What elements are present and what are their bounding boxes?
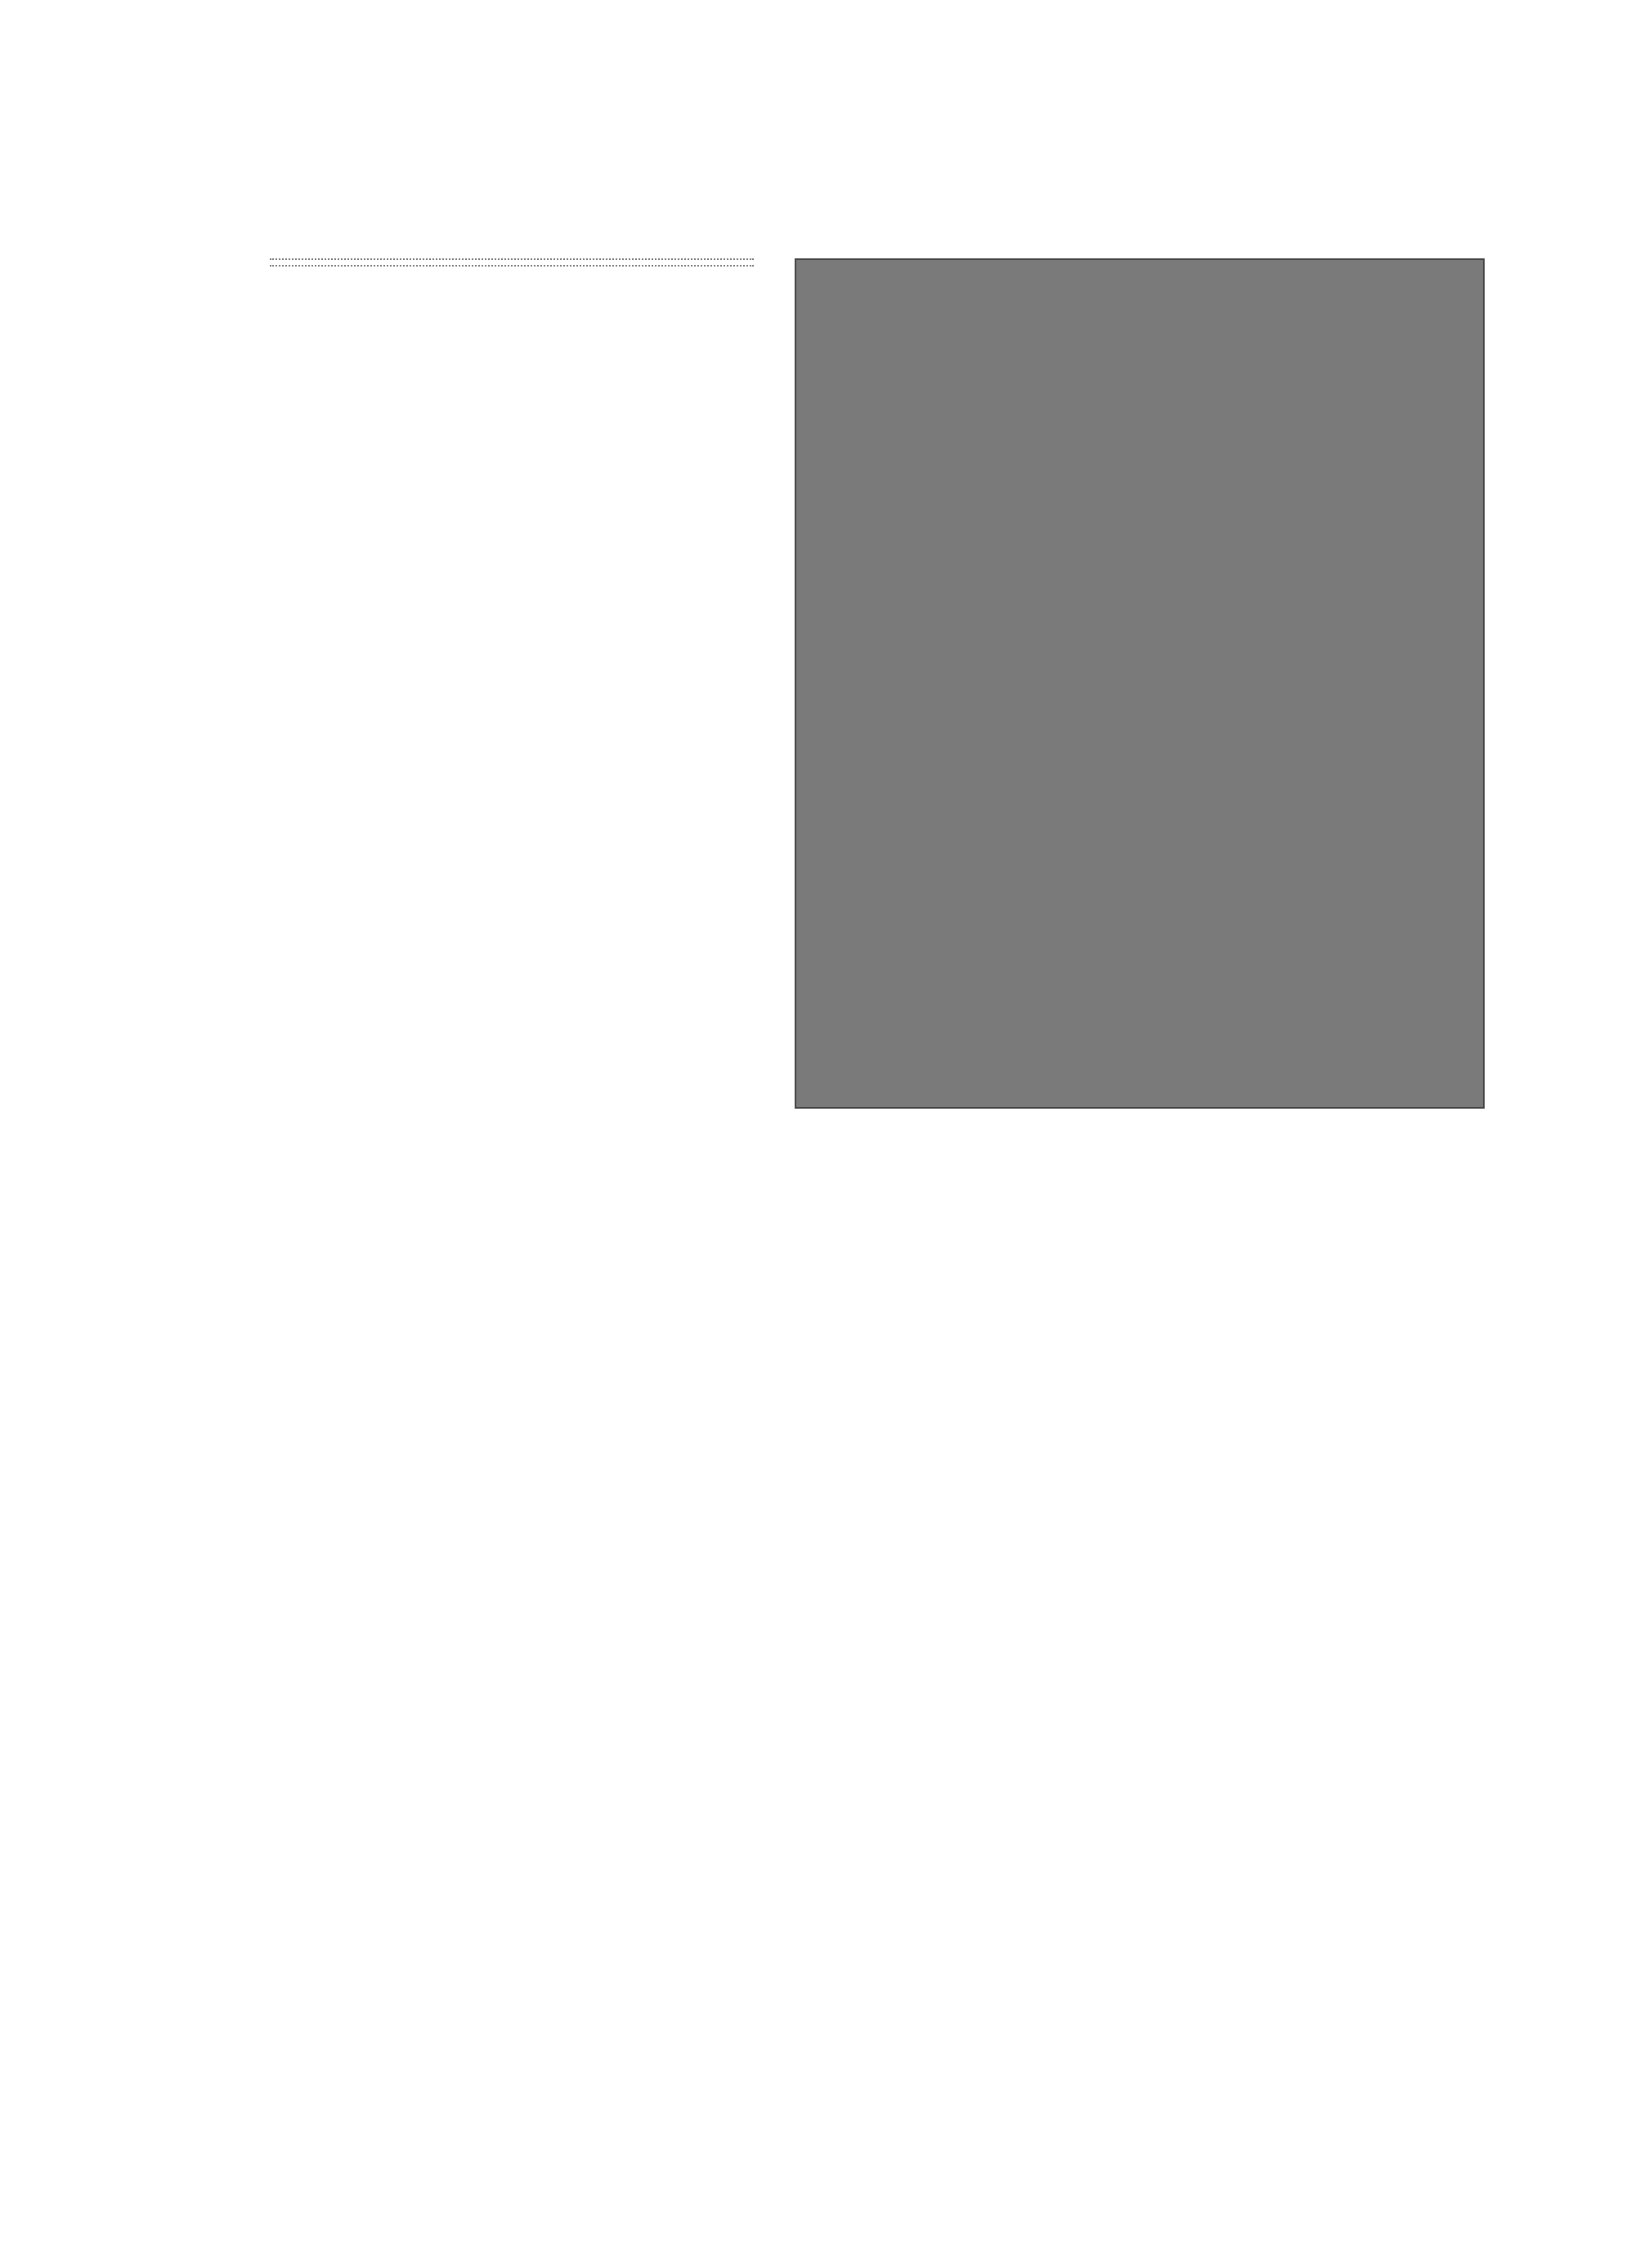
sidebar-box (270, 258, 754, 1105)
photo-placeholder (796, 260, 1483, 1107)
text-column-right (791, 1194, 1488, 1218)
divider (270, 265, 754, 267)
divider (270, 258, 754, 260)
text-column-left (60, 1194, 757, 1218)
photo (795, 258, 1485, 1109)
